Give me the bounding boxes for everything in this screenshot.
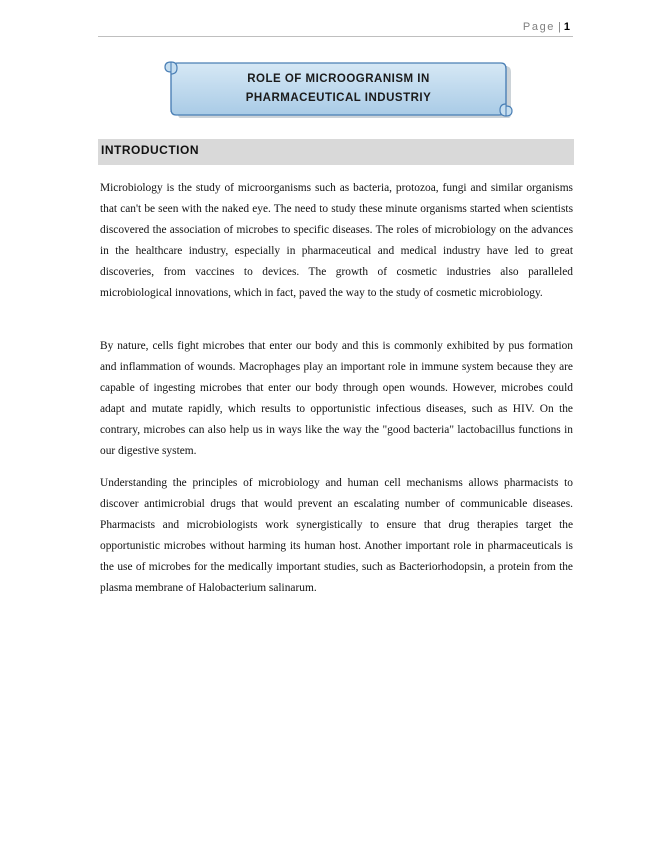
title-line-1: ROLE OF MICROOGRANISM IN xyxy=(247,73,430,85)
document-title xyxy=(161,70,516,108)
paragraph-3: Understanding the principles of microbiology and human cell mechanisms allows pharmacists to discover antimicrobial drugs that would prevent an escalating number of communicable diseases. Pharmacists and microbiologists work synergistically to ensure that drug therapies target the opportunistic microbes without harming its human host. Another important role in pharmaceuticals is the use of microbes for the medically important studies, such as Bacteriorhodopsin, a protein from the plasma membrane of Halobacterium salinarum. xyxy=(100,477,573,594)
section-heading-bar xyxy=(98,139,574,165)
page-label: Page xyxy=(522,21,556,33)
paragraph-2: By nature, cells fight microbes that enter our body and this is commonly exhibited by pus formation and inflammation of wounds. Macrophages play an important role in immune system because they are capable of ingesting microbes that enter our body through open wounds. However, microbes could adapt and mutate rapidly, which results to opportunistic infectious diseases, such as HIV. On the contrary, microbes can also help us in ways like the way the "good bacteria" lactobacillus functions in our digestive system. xyxy=(100,340,573,457)
header-rule xyxy=(98,36,573,37)
page-number: 1 xyxy=(563,21,570,33)
title-line-2: PHARMACEUTICAL INDUSTRIY xyxy=(245,92,432,104)
title-scroll-banner xyxy=(161,60,516,118)
page-separator: | xyxy=(558,21,561,33)
page-header xyxy=(523,21,570,33)
paragraph-1: Microbiology is the study of microorganisms such as bacteria, protozoa, fungi and similar organisms that can't be seen with the naked eye. The need to study these minute organisms started when scientists discovered the association of microbes to specific diseases. The roles of microbiology on the advances in the healthcare industry, especially in pharmaceutical and medical industry have led to great discoveries, from vaccines to devices. The growth of cosmetic industries also paralleled microbiological innovations, which in fact, paved the way to the study of cosmetic microbiology. xyxy=(100,182,573,299)
section-title: INTRODUCTION xyxy=(101,143,199,157)
